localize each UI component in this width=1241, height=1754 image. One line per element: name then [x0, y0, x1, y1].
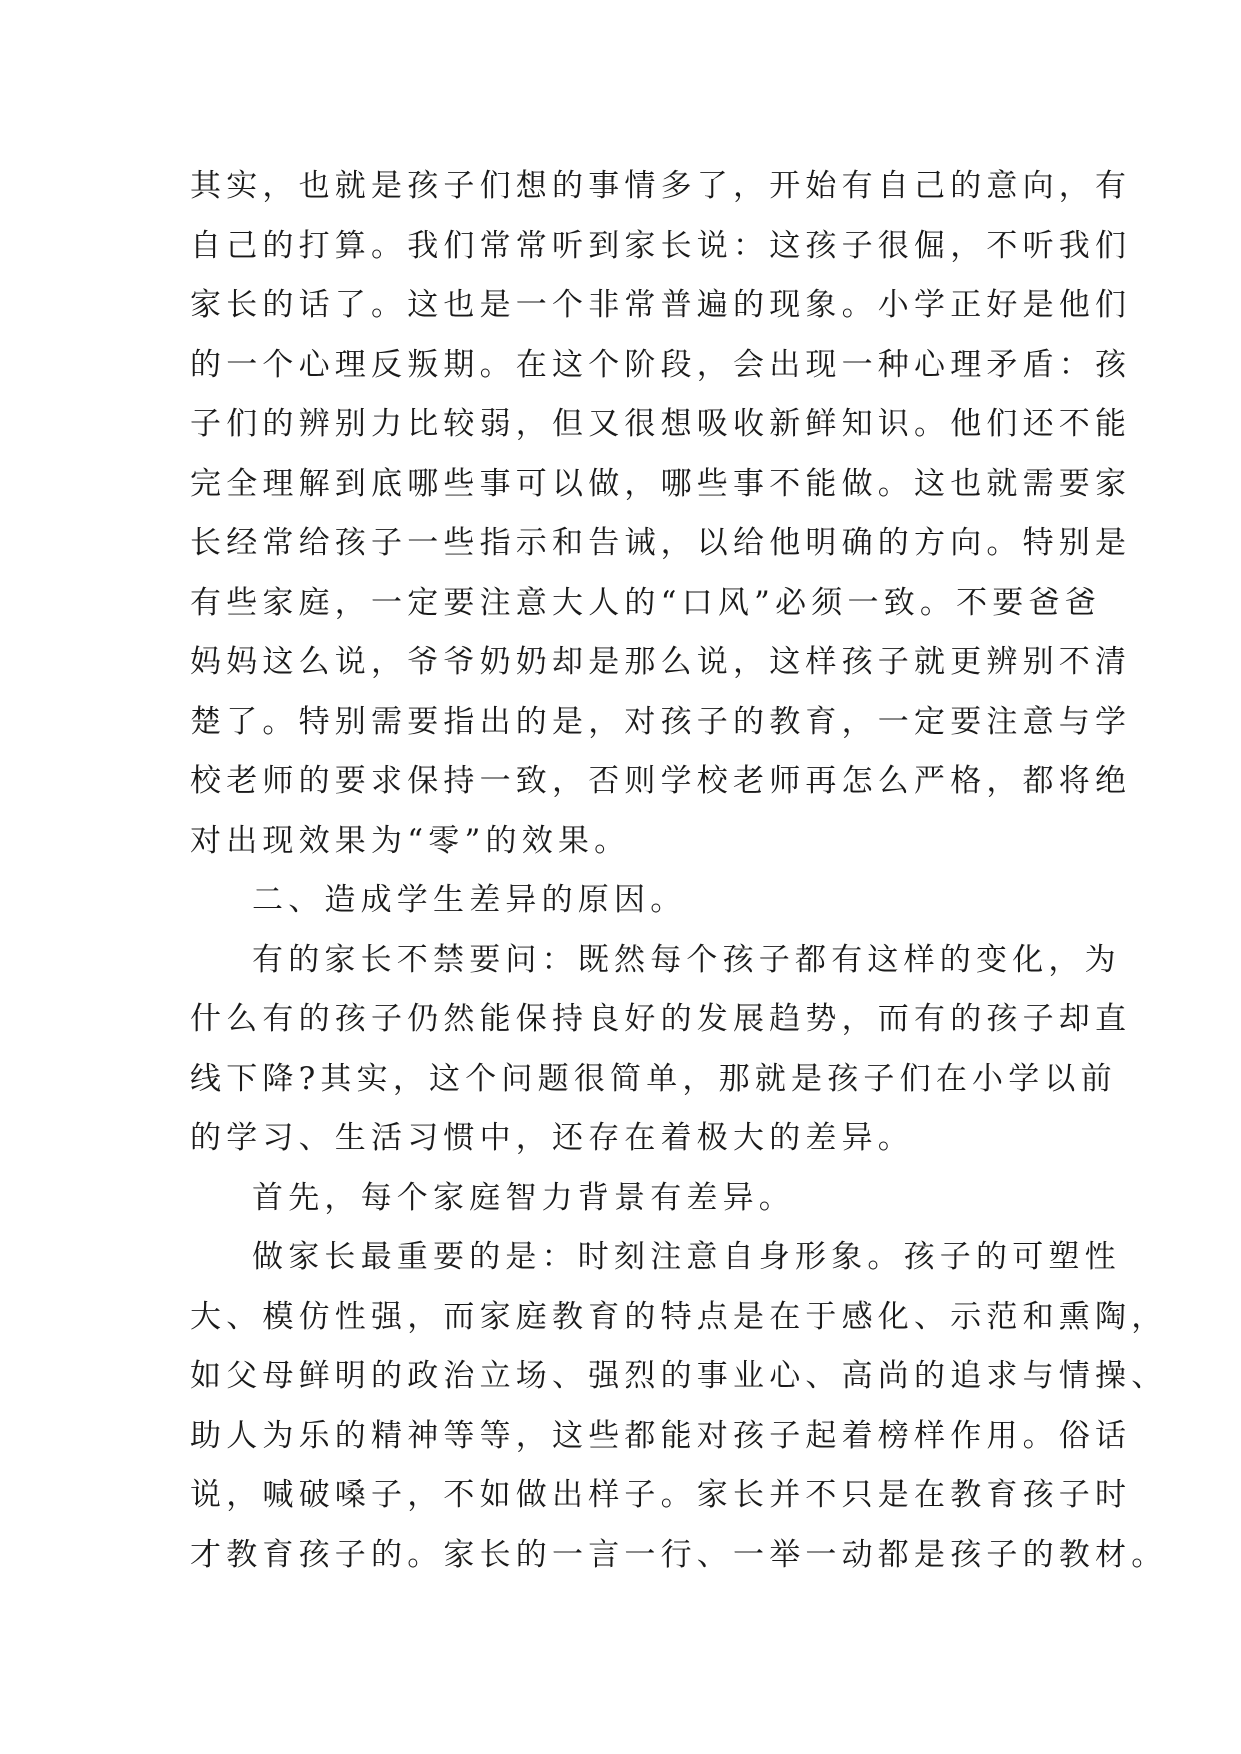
text-line: 大、模仿性强，而家庭教育的特点是在于感化、示范和熏陶，	[190, 1298, 1168, 1335]
subsection-heading: 首先，每个家庭智力背景有差异。	[252, 1179, 795, 1216]
text-line: 完全理解到底哪些事可以做，哪些事不能做。这也就需要家	[190, 465, 1132, 502]
section-heading: 二、造成学生差异的原因。	[252, 882, 687, 918]
text-line: 家长的话了。这也是一个非常普遍的现象。小学正好是他们	[190, 287, 1132, 323]
document-body	[190, 157, 1168, 1585]
paragraph-start-line: 做家长最重要的是：时刻注意自身形象。孩子的可塑性	[252, 1239, 1121, 1275]
text-line: 什么有的孩子仍然能保持良好的发展趋势，而有的孩子却直	[190, 1001, 1132, 1037]
paragraph-start-line: 有的家长不禁要问：既然每个孩子都有这样的变化，为	[252, 941, 1121, 978]
text-line: 如父母鲜明的政治立场、强烈的事业心、高尚的追求与情操、	[190, 1358, 1168, 1394]
text-line: 助人为乐的精神等等，这些都能对孩子起着榜样作用。俗话	[190, 1417, 1132, 1454]
text-line: 校老师的要求保持一致，否则学校老师再怎么严格，都将绝	[190, 763, 1132, 799]
text-line: 才教育孩子的。家长的一言一行、一举一动都是孩子的教材。	[190, 1536, 1168, 1573]
text-line: 自己的打算。我们常常听到家长说：这孩子很倔，不听我们	[190, 227, 1132, 264]
text-line: 其实，也就是孩子们想的事情多了，开始有自己的意向，有	[190, 168, 1132, 204]
text-line: 楚了。特别需要指出的是，对孩子的教育，一定要注意与学	[190, 703, 1132, 740]
text-line: 的学习、生活习惯中，还存在着极大的差异。	[190, 1120, 914, 1156]
text-line: 线下降?其实，这个问题很简单，那就是孩子们在小学以前	[190, 1060, 1117, 1097]
text-line: 子们的辨别力比较弱，但又很想吸收新鲜知识。他们还不能	[190, 406, 1132, 442]
text-line: 有些家庭，一定要注意大人的“口风”必须一致。不要爸爸	[190, 584, 1101, 621]
text-line: 说，喊破嗓子，不如做出样子。家长并不只是在教育孩子时	[190, 1477, 1132, 1513]
text-line: 对出现效果为“零”的效果。	[190, 822, 631, 859]
text-line: 妈妈这么说，爷爷奶奶却是那么说，这样孩子就更辨别不清	[190, 644, 1132, 680]
text-line: 的一个心理反叛期。在这个阶段，会出现一种心理矛盾：孩	[190, 346, 1132, 383]
text-line: 长经常给孩子一些指示和告诫，以给他明确的方向。特别是	[190, 525, 1132, 561]
